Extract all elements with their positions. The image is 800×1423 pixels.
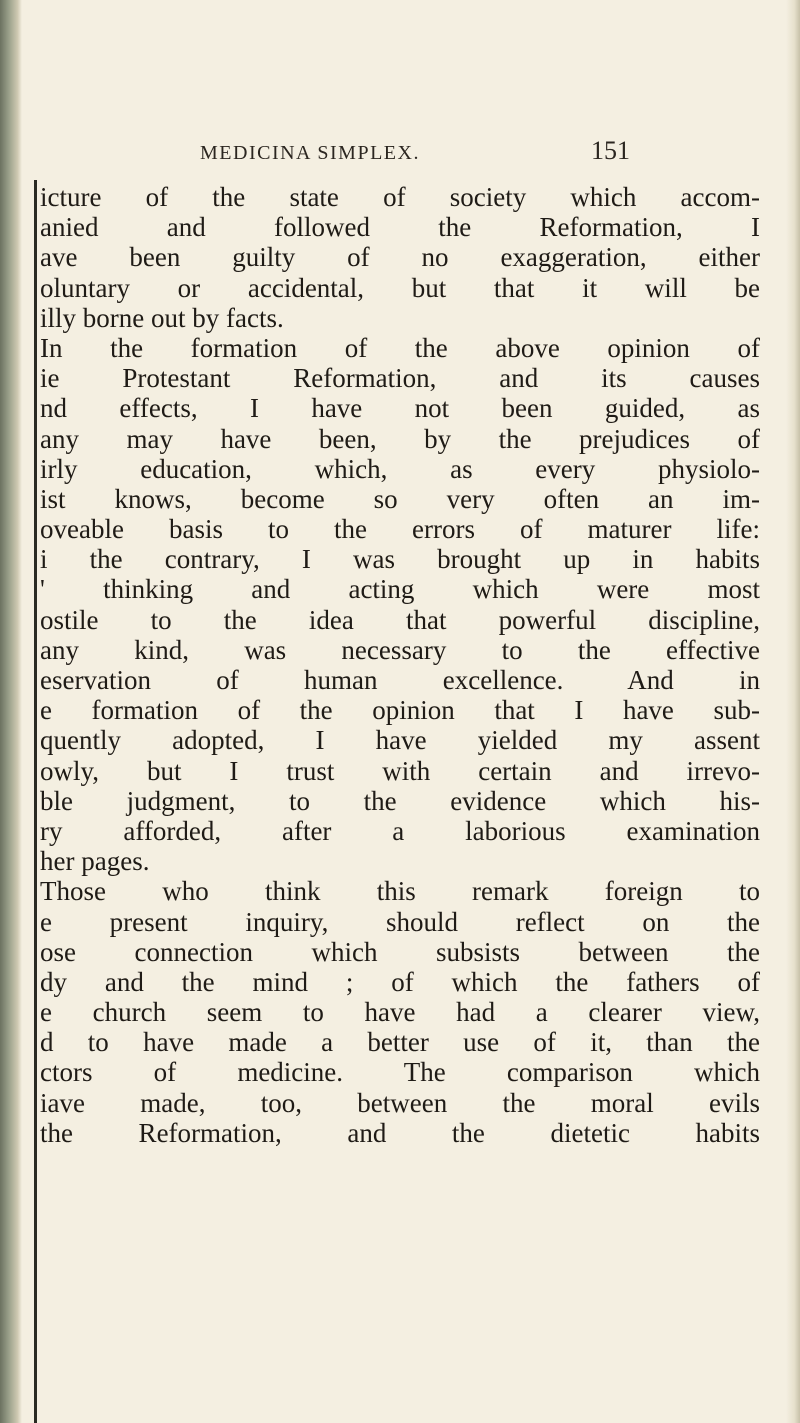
text-line: illy borne out by facts. bbox=[40, 302, 284, 333]
text-line: ave been guilty of no exaggeration, either bbox=[40, 242, 760, 273]
running-head: MEDICINA SIMPLEX. bbox=[200, 142, 420, 164]
text-line: oluntary or accidental, but that it will be bbox=[40, 272, 760, 303]
page-right-edge bbox=[786, 0, 800, 1423]
text-line: ist knows, become so very often an im- bbox=[40, 483, 760, 514]
text-line: quently adopted, I have yielded my assent bbox=[40, 725, 760, 756]
text-line: ostile to the idea that powerful discipline, bbox=[40, 604, 760, 635]
text-line: any may have been, by the prejudices of bbox=[40, 423, 760, 454]
page-gutter-shadow bbox=[0, 0, 22, 1423]
text-line: ie Protestant Reformation, and its causes bbox=[40, 363, 760, 394]
text-line: any kind, was necessary to the effective bbox=[40, 634, 760, 665]
body-text bbox=[40, 182, 760, 1148]
text-line: eservation of human excellence. And in bbox=[40, 665, 760, 695]
text-line: d to have made a better use of it, than the bbox=[40, 1027, 760, 1058]
text-line: Those who think this remark foreign to bbox=[40, 876, 760, 907]
text-line: anied and followed the Reformation, I bbox=[40, 212, 760, 243]
text-line: ctors of medicine. The comparison which bbox=[40, 1057, 760, 1088]
text-line: nd effects, I have not been guided, as bbox=[40, 393, 760, 424]
text-line: ry afforded, after a laborious examination bbox=[40, 815, 760, 846]
text-line: ble judgment, to the evidence which his- bbox=[40, 785, 760, 816]
text-line: oveable basis to the errors of maturer life: bbox=[40, 514, 760, 545]
text-line: iave made, too, between the moral evils bbox=[40, 1087, 760, 1118]
text-line: i the contrary, I was brought up in habits bbox=[40, 544, 760, 575]
text-line: icture of the state of society which accom- bbox=[40, 182, 760, 212]
text-line: the Reformation, and the dietetic habits bbox=[40, 1117, 760, 1148]
text-line: irly education, which, as every physiolo- bbox=[40, 453, 760, 484]
text-line: dy and the mind ; of which the fathers of bbox=[40, 966, 760, 997]
page-header bbox=[190, 136, 630, 172]
text-line: e church seem to have had a clearer view, bbox=[40, 997, 760, 1028]
binding-edge-line bbox=[34, 180, 37, 1423]
page-number: 151 bbox=[591, 136, 630, 165]
text-line: e formation of the opinion that I have sub- bbox=[40, 695, 760, 726]
text-line: ose connection which subsists between the bbox=[40, 936, 760, 967]
text-line: ' thinking and acting which were most bbox=[40, 574, 760, 605]
text-line: owly, but I trust with certain and irrevo- bbox=[40, 755, 760, 786]
text-line: In the formation of the above opinion of bbox=[40, 332, 760, 363]
text-line: her pages. bbox=[40, 846, 150, 877]
text-line: e present inquiry, should reflect on the bbox=[40, 906, 760, 937]
